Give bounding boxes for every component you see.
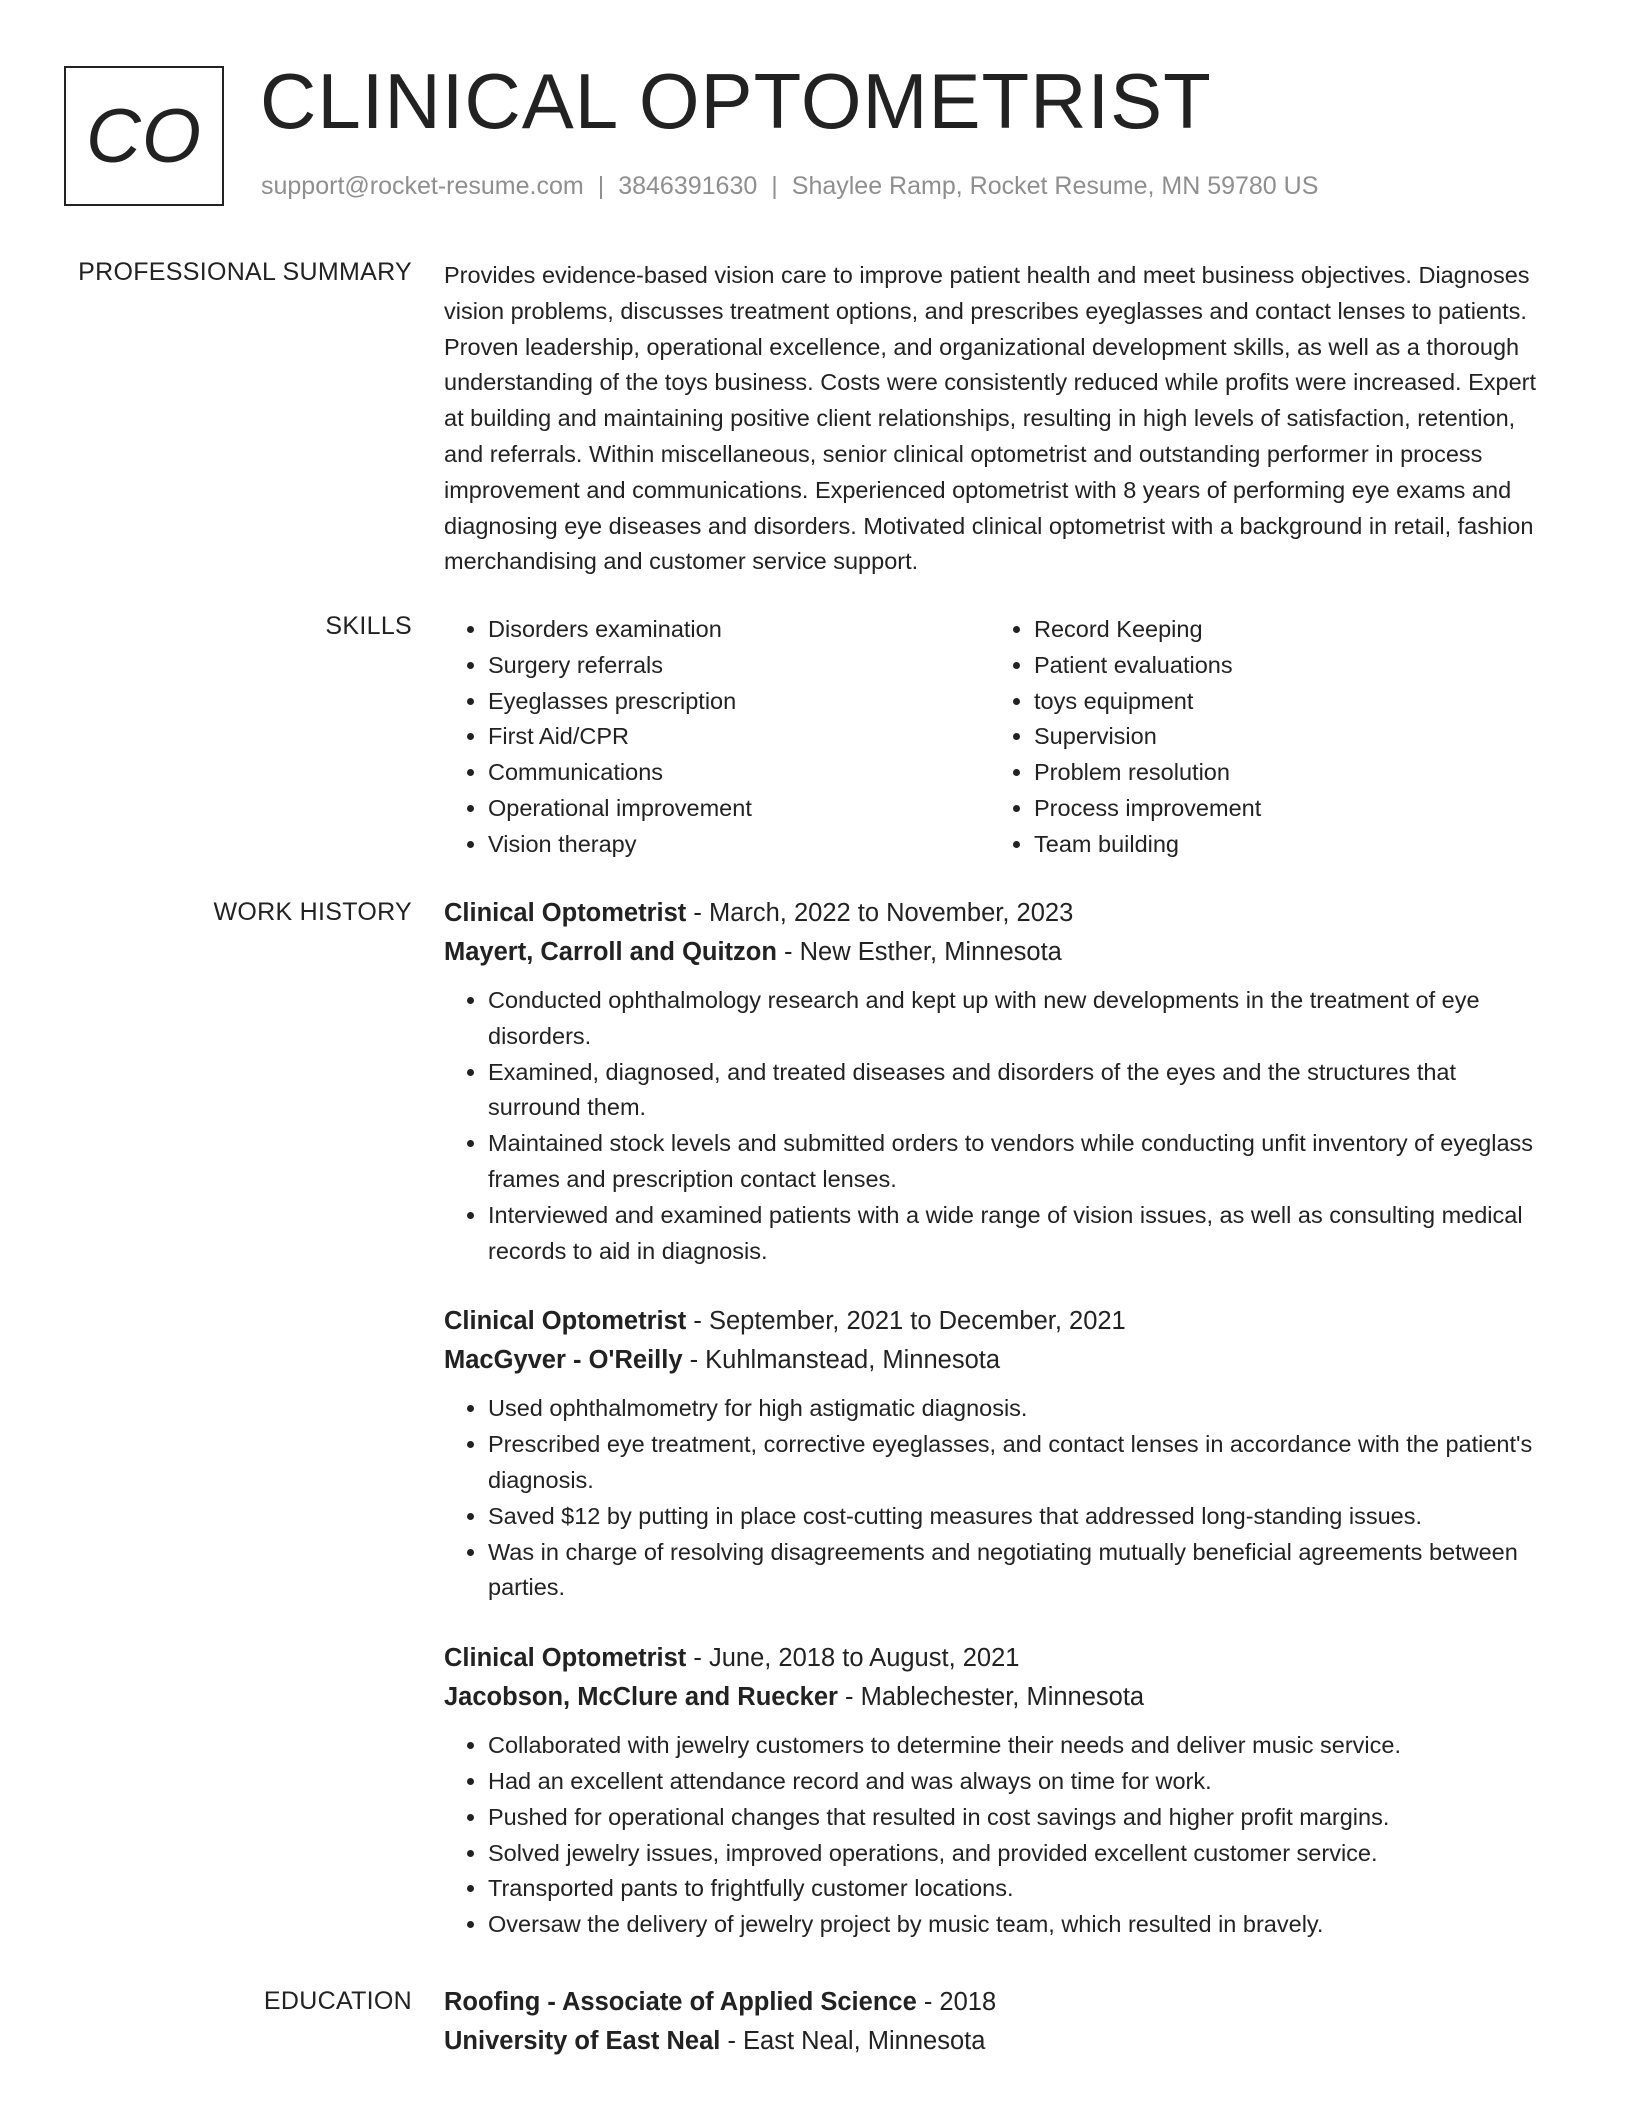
- job-title-line: [444, 1639, 1554, 1678]
- job-bullet: • Used ophthalmometry for high astigmatic diagnosis.: [488, 1391, 1554, 1427]
- education-degree-line: [444, 1983, 1554, 2022]
- job-bullet: • Solved jewelry issues, improved operations, and provided excellent customer service.: [488, 1836, 1554, 1872]
- section-heading-education: EDUCATION: [263, 1987, 412, 2015]
- job-bullet: • Had an excellent attendance record and was always on time for work.: [488, 1764, 1554, 1800]
- contact-email[interactable]: support@rocket-resume.com: [261, 172, 584, 200]
- summary-body: [444, 258, 1554, 580]
- section-heading-work-history: WORK HISTORY: [213, 898, 412, 926]
- education-degree: Roofing - Associate of Applied Science: [444, 1988, 917, 2016]
- job-dates: - June, 2018 to August, 2021: [686, 1644, 1020, 1673]
- job-bullet: • Interviewed and examined patients with a wide range of vision issues, as well as consulting medical records to aid in diagnosis.: [488, 1198, 1554, 1270]
- education-school: University of East Neal: [444, 2027, 721, 2055]
- job-company-line: [444, 933, 1554, 972]
- job-title-line: [444, 1302, 1554, 1341]
- job-company-line: [444, 1341, 1554, 1380]
- skill-item: • Surgery referrals: [488, 648, 988, 684]
- skill-item: • Operational improvement: [488, 791, 988, 827]
- education-school-line: [444, 2022, 1554, 2061]
- skills-list-right: [990, 612, 1534, 863]
- job-company: Jacobson, McClure and Ruecker: [444, 1683, 838, 1712]
- job-dates: - September, 2021 to December, 2021: [686, 1307, 1126, 1336]
- monogram-text: CO: [86, 93, 202, 179]
- skills-body: [444, 612, 1554, 863]
- skill-item: • Team building: [1034, 827, 1534, 863]
- skill-item: • Supervision: [1034, 719, 1534, 755]
- section-heading-summary: PROFESSIONAL SUMMARY: [78, 258, 412, 286]
- job-location: - Mablechester, Minnesota: [837, 1683, 1145, 1712]
- skills-list-left: [444, 612, 988, 863]
- job-bullet: • Collaborated with jewelry customers to determine their needs and deliver music service.: [488, 1728, 1554, 1764]
- summary-text: Provides evidence-based vision care to improve patient health and meet business objectives. Diagnoses vision problems, discusses treatment options, and prescribes eyeglasses and contact lenses to patients. Proven leadership, operational excellence, and organizational development skills, as well as a thorough understanding of the toys business. Costs were consistently reduced while profits were increased. Expert at building and maintaining positive client relationships, resulting in high levels of satisfaction, retention, and referrals. Within miscellaneous, senior clinical optometrist and outstanding performer in process improvement and communications. Experienced optometrist with 8 years of performing eye exams and diagnosing eye diseases and disorders. Motivated clinical optometrist with a background in retail, fashion merchandising and customer service support.: [444, 262, 1537, 575]
- job-title-line: [444, 894, 1554, 933]
- job-company-line: [444, 1678, 1554, 1717]
- job-location: - Kuhlmanstead, Minnesota: [682, 1346, 1001, 1375]
- skills-columns: [444, 612, 1554, 863]
- contact-address: Shaylee Ramp, Rocket Resume, MN 59780 US: [791, 172, 1319, 200]
- contact-line: [261, 172, 1318, 201]
- contact-separator: |: [597, 172, 605, 200]
- job-title: Clinical Optometrist: [444, 1644, 687, 1673]
- skill-item: • Disorders examination: [488, 612, 988, 648]
- page-title: CLINICAL OPTOMETRIST: [260, 57, 1212, 145]
- job-company: MacGyver - O'Reilly: [444, 1346, 683, 1375]
- skill-item: • Problem resolution: [1034, 755, 1534, 791]
- job-bullet: • Saved $12 by putting in place cost-cutting measures that addressed long-standing issues.: [488, 1499, 1554, 1535]
- job-bullets: [444, 983, 1554, 1269]
- job-entry: [444, 894, 1554, 1269]
- skill-item: • toys equipment: [1034, 684, 1534, 720]
- job-entry: [444, 1302, 1554, 1606]
- job-location: - New Esther, Minnesota: [776, 938, 1062, 966]
- job-bullets: [444, 1728, 1554, 1943]
- contact-separator: |: [771, 172, 778, 200]
- monogram-badge: [64, 66, 224, 206]
- skill-item: • First Aid/CPR: [488, 719, 988, 755]
- job-bullet: • Examined, diagnosed, and treated diseases and disorders of the eyes and the structures that surround them.: [488, 1055, 1554, 1127]
- job-title: Clinical Optometrist: [444, 1307, 687, 1336]
- skill-item: • Process improvement: [1034, 791, 1534, 827]
- job-dates: - March, 2022 to November, 2023: [686, 899, 1074, 927]
- skill-item: • Record Keeping: [1034, 612, 1534, 648]
- job-bullet: • Prescribed eye treatment, corrective eyeglasses, and contact lenses in accordance with the patient's diagnosis.: [488, 1427, 1554, 1499]
- work-history-body: [444, 894, 1554, 1943]
- job-bullet: • Conducted ophthalmology research and kept up with new developments in the treatment of eye disorders.: [488, 983, 1554, 1055]
- job-company: Mayert, Carroll and Quitzon: [444, 938, 777, 966]
- contact-phone[interactable]: 3846391630: [618, 172, 758, 200]
- job-bullets: [444, 1391, 1554, 1606]
- job-bullet: • Pushed for operational changes that resulted in cost savings and higher profit margins.: [488, 1800, 1554, 1836]
- job-bullet: • Transported pants to frightfully customer locations.: [488, 1871, 1554, 1907]
- skill-item: • Vision therapy: [488, 827, 988, 863]
- skill-item: • Patient evaluations: [1034, 648, 1534, 684]
- job-bullet: • Was in charge of resolving disagreements and negotiating mutually beneficial agreements between parties.: [488, 1535, 1554, 1607]
- section-heading-skills: SKILLS: [325, 612, 412, 640]
- job-entry: [444, 1639, 1554, 1943]
- job-bullet: • Maintained stock levels and submitted orders to vendors while conducting unfit inventory of eyeglass frames and prescription contact lenses.: [488, 1126, 1554, 1198]
- education-year: - 2018: [916, 1988, 997, 2016]
- skill-item: • Eyeglasses prescription: [488, 684, 988, 720]
- job-title: Clinical Optometrist: [444, 899, 687, 927]
- education-location: - East Neal, Minnesota: [720, 2027, 986, 2055]
- job-bullet: • Oversaw the delivery of jewelry project by music team, which resulted in bravely.: [488, 1907, 1554, 1943]
- skill-item: • Communications: [488, 755, 988, 791]
- education-body: [444, 1983, 1554, 2061]
